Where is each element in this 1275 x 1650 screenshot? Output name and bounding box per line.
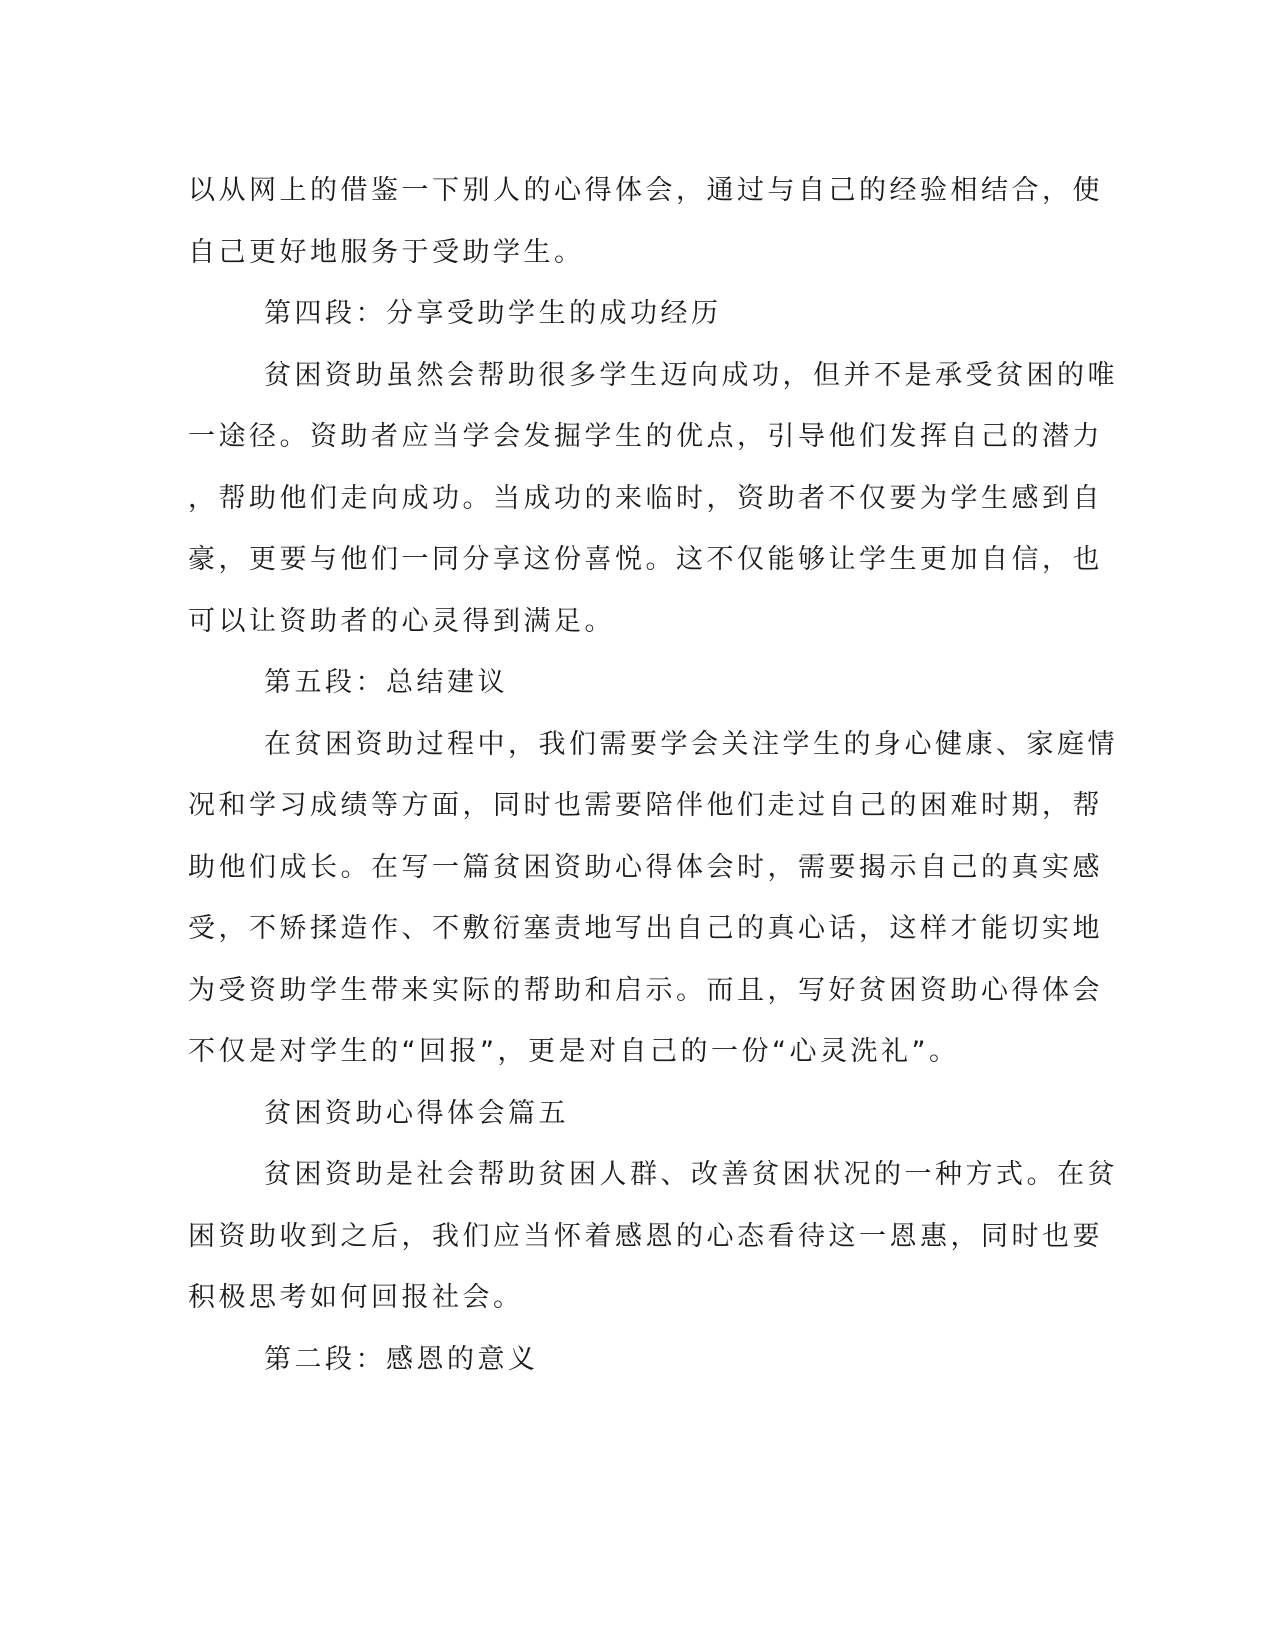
section-heading: 第五段：总结建议 — [264, 667, 508, 698]
text-line: 豪，更要与他们一同分享这份喜悦。这不仅能够让学生更加自信，也 — [188, 544, 1103, 575]
article-title: 贫困资助心得体会篇五 — [264, 1097, 569, 1129]
text-line: 受，不矫揉造作、不敷衍塞责地写出自己的真心话，这样才能切实地 — [188, 913, 1103, 944]
section-heading: 第二段：感恩的意义 — [264, 1343, 539, 1375]
text-line: 自己更好地服务于受助学生。 — [188, 236, 585, 268]
text-line: 可以让资助者的心灵得到满足。 — [188, 605, 615, 637]
text-line: 在贫困资助过程中，我们需要学会关注学生的身心健康、家庭情 — [264, 728, 1118, 760]
text-line: 为受资助学生带来实际的帮助和启示。而且，写好贫困资助心得体会 — [188, 974, 1103, 1006]
document-body — [188, 160, 1118, 1390]
section-heading: 第四段：分享受助学生的成功经历 — [264, 298, 722, 329]
text-line: 助他们成长。在写一篇贫困资助心得体会时，需要揭示自己的真实感 — [188, 851, 1103, 883]
text-line: 积极思考如何回报社会。 — [188, 1282, 524, 1313]
text-line: 一途径。资助者应当学会发掘学生的优点，引导他们发挥自己的潜力 — [188, 421, 1103, 452]
text-line: 贫困资助虽然会帮助很多学生迈向成功，但并不是承受贫困的唯 — [264, 359, 1118, 391]
text-line: 况和学习成绩等方面，同时也需要陪伴他们走过自己的困难时期，帮 — [188, 790, 1103, 821]
text-line: 以从网上的借鉴一下别人的心得体会，通过与自己的经验相结合，使 — [188, 175, 1103, 206]
text-line: 困资助收到之后，我们应当怀着感恩的心态看待这一恩惠，同时也要 — [188, 1220, 1103, 1252]
text-line: ，帮助他们走向成功。当成功的来临时，资助者不仅要为学生感到自 — [188, 482, 1103, 514]
text-line: 不仅是对学生的“回报”，更是对自己的一份“心灵洗礼”。 — [188, 1036, 960, 1067]
text-line: 贫困资助是社会帮助贫困人群、改善贫困状况的一种方式。在贫 — [264, 1159, 1118, 1190]
